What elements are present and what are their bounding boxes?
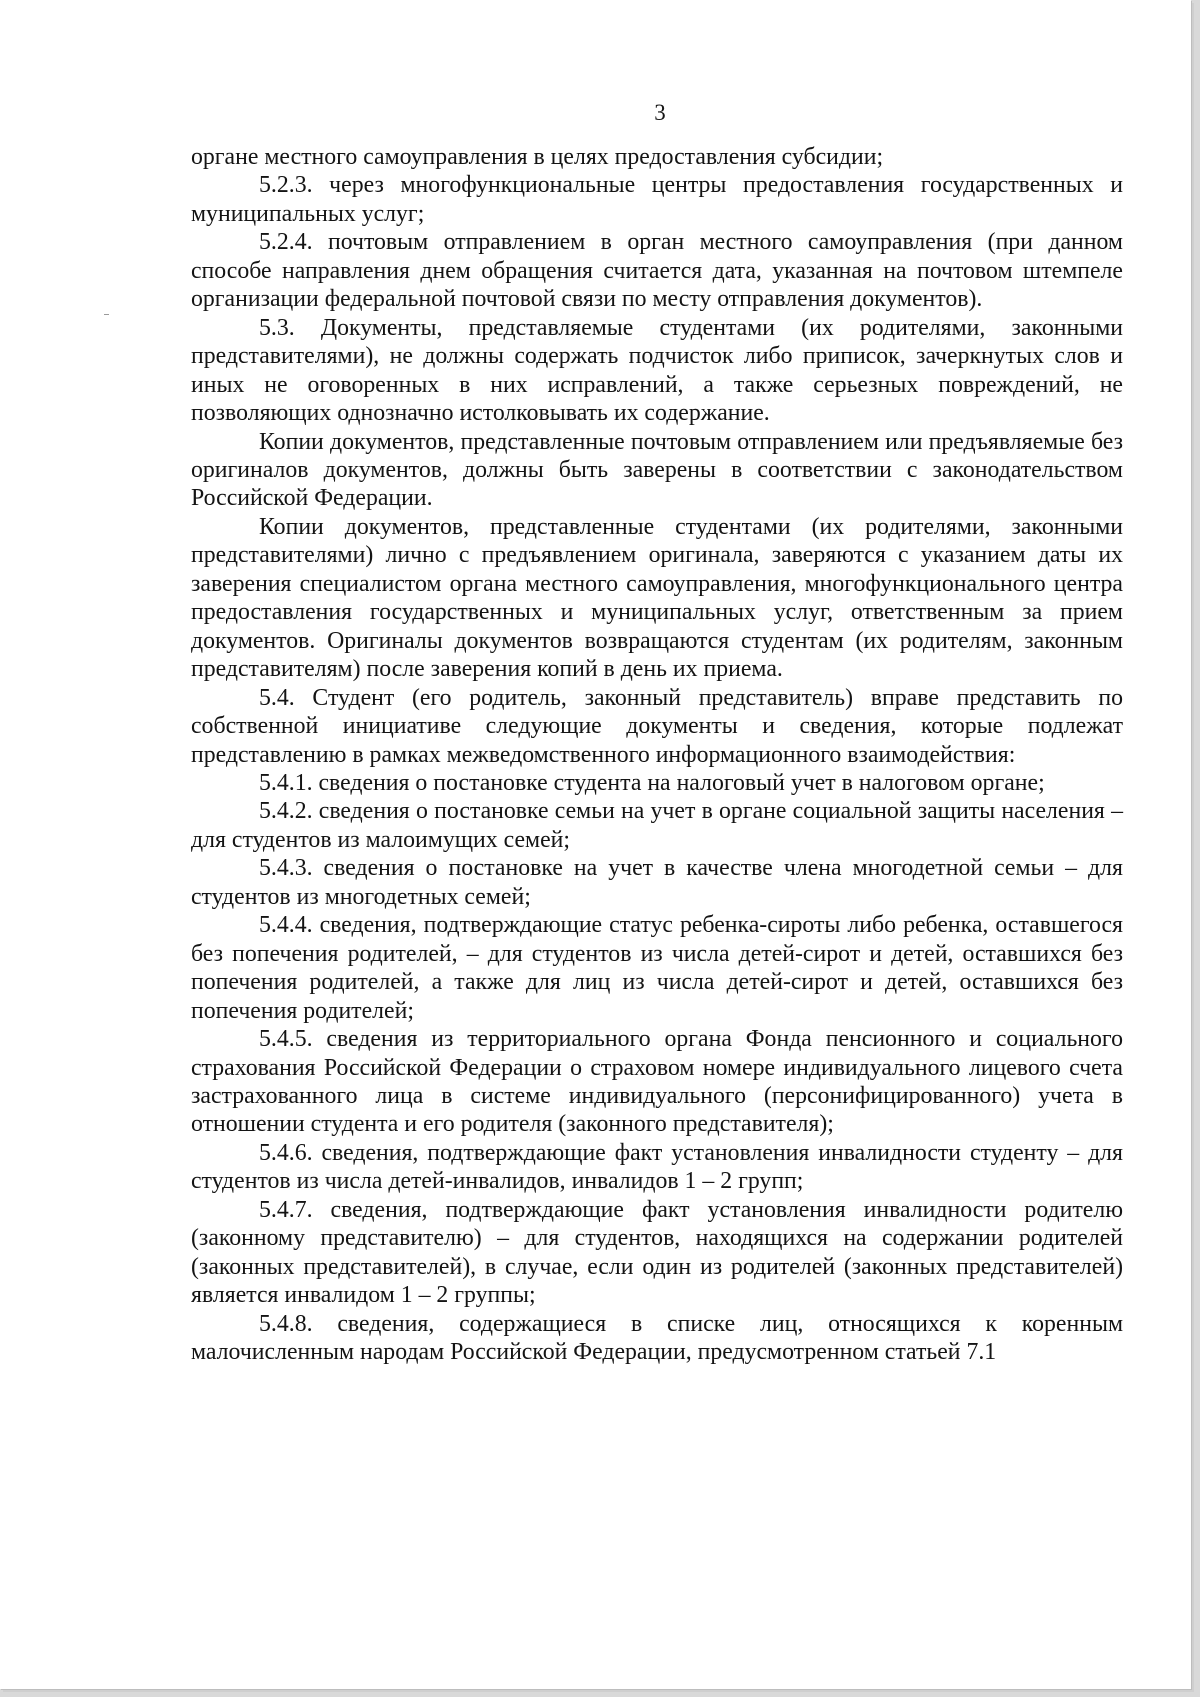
paragraph-5-4-1: 5.4.1. сведения о постановке студента на налоговый учет в налоговом органе; <box>259 769 1045 796</box>
paragraph-5-4-8: 5.4.8. сведения, содержащиеся в списке лиц, относящихся к коренным малочисленным народам Российской Федерации, предусмотренном статьей 7.1 <box>191 1310 1123 1366</box>
paragraph-5-4-3: 5.4.3. сведения о постановке на учет в качестве члена многодетной семьи – для студентов из многодетных семей; <box>191 855 1123 910</box>
scan-margin-mark <box>104 314 109 315</box>
paragraph-continuation: органе местного самоуправления в целях предоставления субсидии; <box>191 144 884 170</box>
paragraph-5-4-6: 5.4.6. сведения, подтверждающие факт установления инвалидности студенту – для студентов из числа детей-инвалидов, инвалидов 1 – 2 групп; <box>191 1139 1123 1195</box>
paragraph-5-2-4: 5.2.4. почтовым отправлением в орган местного самоуправления (при данном способе направления днем обращения считается дата, указанная на почтовом штемпеле организации федеральной почтовой связи по месту отправления документов). <box>191 229 1123 313</box>
paragraph-5-4-2: 5.4.2. сведения о постановке семьи на учет в органе социальной защиты населения – для студентов из малоимущих семей; <box>191 798 1123 853</box>
paragraph-5-3: 5.3. Документы, представляемые студентами (их родителями, законными представителями), не должны содержать подчисток либо приписок, зачеркнутых слов и иных не оговоренных в них исправлений, а также серьезных повреждений, не позволяющих однозначно истолковывать их содержание. <box>191 314 1123 427</box>
paragraph-5-4: 5.4. Студент (его родитель, законный представитель) вправе представить по собственной инициативе следующие документы и сведения, которые подлежат представлению в рамках межведомственного информационного взаимодействия: <box>191 684 1123 768</box>
page-number: 3 <box>654 100 666 125</box>
paragraph-5-4-7: 5.4.7. сведения, подтверждающие факт установления инвалидности родителю (законному представителю) – для студентов, находящихся на содержании родителей (законных представителей), в случае, если один из родителей (законных представителей) является инвалидом 1 – 2 группы; <box>191 1196 1123 1309</box>
paragraph-5-2-3: 5.2.3. через многофункциональные центры предоставления государственных и муниципальных услуг; <box>191 172 1123 227</box>
paragraph-5-4-5: 5.4.5. сведения из территориального органа Фонда пенсионного и социального страхования Российской Федерации о страховом номере индивидуального лицевого счета застрахованного лица в системе индивидуального (персонифицированного) учета в отношении студента и его родителя (законного представителя); <box>191 1026 1123 1138</box>
paragraph-copies-in-person: Копии документов, представленные студентами (их родителями, законными представителями) лично с предъявлением оригинала, заверяются с указанием даты их заверения специалистом органа местного самоуправления, многофункционального центра предоставления государственных и муниципальных услуг, ответственным за прием документов. Оригиналы документов возвращаются студентам (их родителям, законным представителям) после заверения копий в день их приема. <box>191 513 1123 683</box>
document-body <box>191 143 1123 1366</box>
paragraph-5-4-4: 5.4.4. сведения, подтверждающие статус ребенка-сироты либо ребенка, оставшегося без попечения родителей, – для студентов из числа детей-сирот и детей, оставшихся без попечения родителей, а также для лиц из числа детей-сирот и детей, оставшихся без попечения родителей; <box>191 912 1123 1024</box>
paragraph-copies-by-mail: Копии документов, представленные почтовым отправлением или предъявляемые без оригиналов документов, должны быть заверены в соответствии с законодательством Российской Федерации. <box>191 428 1123 512</box>
